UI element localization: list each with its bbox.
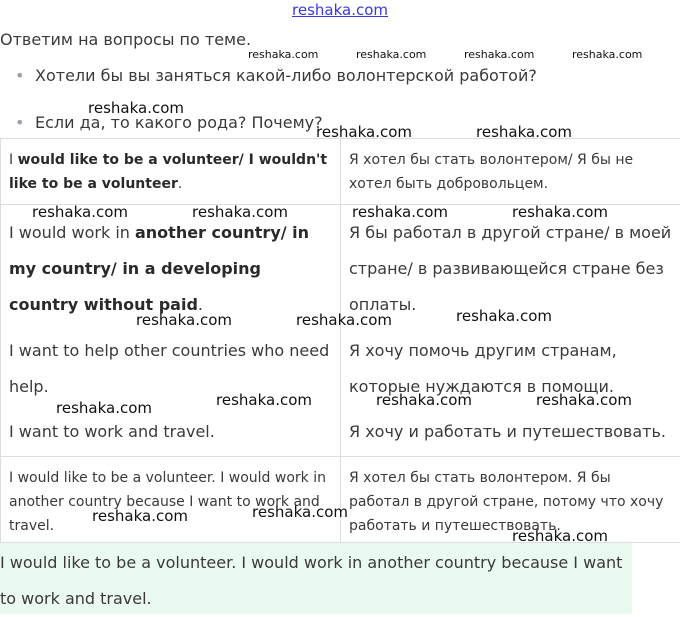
watermark: reshaka.com	[536, 391, 632, 409]
row1-ru-text: Я хотел бы стать волонтером/ Я бы не хотел быть добровольцем.	[341, 139, 680, 196]
bullet-icon: •	[15, 113, 24, 132]
watermark: reshaka.com	[56, 399, 152, 417]
table-row	[1, 205, 680, 457]
watermark: reshaka.com	[32, 203, 128, 221]
row2-ru-p2: Я хочу помочь другим странам, которые нуждаются в помощи.	[349, 333, 672, 405]
row1-en-text: I would like to be a volunteer/ I wouldn't like to be a volunteer.	[1, 139, 340, 196]
table-cell-en	[1, 457, 341, 543]
watermark: reshaka.com	[136, 311, 232, 329]
row3-en-text: I would like to be a volunteer. I would work in another country because I want to work and travel.	[1, 457, 340, 538]
row2-en-p1: I would work in another country/ in my country/ in a developing country without paid.	[9, 215, 332, 323]
question-item: Хотели бы вы заняться какой-либо волонтерской работой?	[35, 66, 537, 85]
watermark: reshaka.com	[464, 48, 534, 61]
question-item: Если да, то какого рода? Почему?	[35, 113, 323, 132]
intro-text: Ответим на вопросы по теме.	[0, 30, 251, 49]
watermark: reshaka.com	[216, 391, 312, 409]
table-cell-ru	[341, 205, 680, 457]
watermark: reshaka.com	[456, 307, 552, 325]
watermark: reshaka.com	[572, 48, 642, 61]
table-cell-ru	[341, 139, 680, 205]
watermark: reshaka.com	[356, 48, 426, 61]
watermark: reshaka.com	[92, 507, 188, 525]
row2-ru-p1: Я бы работал в другой стране/ в моей стране/ в развивающейся стране без оплаты.	[349, 215, 672, 323]
answer-highlight: I would like to be a volunteer. I would work in another country because I want to work and travel.	[0, 543, 632, 614]
watermark: reshaka.com	[512, 203, 608, 221]
table-cell-ru	[341, 457, 680, 543]
answer-table	[0, 138, 680, 543]
row3-ru-text: Я хотел бы стать волонтером. Я бы работал в другой стране, потому что хочу работать и путешествовать.	[341, 457, 680, 538]
watermark: reshaka.com	[352, 203, 448, 221]
row2-ru-p3: Я хочу и работать и путешествовать.	[349, 414, 672, 450]
table-cell-en	[1, 139, 341, 205]
table-cell-en	[1, 205, 341, 457]
watermark: reshaka.com	[296, 311, 392, 329]
row2-en-p3: I want to work and travel.	[9, 414, 332, 450]
watermark: reshaka.com	[192, 203, 288, 221]
watermark: reshaka.com	[376, 391, 472, 409]
site-link[interactable]: reshaka.com	[292, 1, 388, 19]
watermark: reshaka.com	[316, 123, 412, 141]
watermark: reshaka.com	[248, 48, 318, 61]
bullet-icon: •	[15, 66, 24, 85]
table-row	[1, 139, 680, 205]
watermark: reshaka.com	[512, 527, 608, 545]
watermark: reshaka.com	[476, 123, 572, 141]
row2-en-p2: I want to help other countries who need help.	[9, 333, 332, 405]
watermark: reshaka.com	[88, 99, 184, 117]
watermark: reshaka.com	[252, 503, 348, 521]
